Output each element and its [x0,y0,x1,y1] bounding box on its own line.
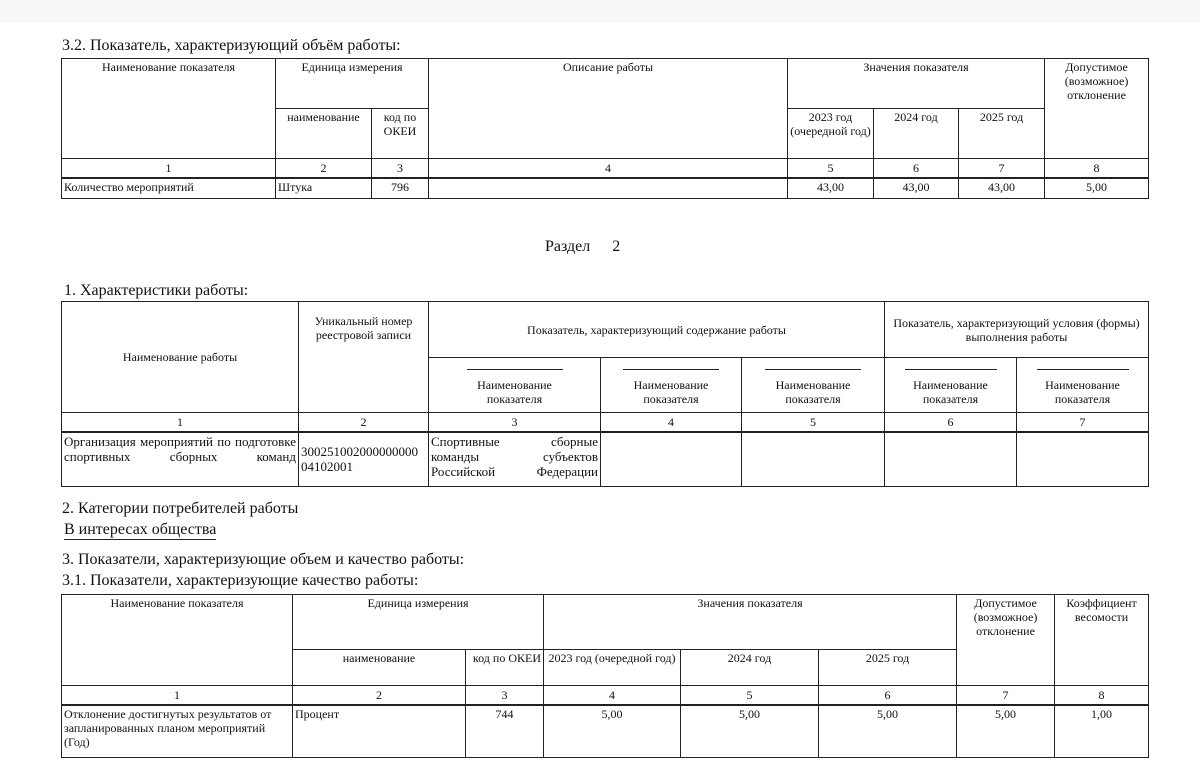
column-number: 4 [601,413,742,433]
unit-code-cell: 796 [372,178,429,198]
column-number: 7 [957,686,1055,706]
deviation-cell: 5,00 [1045,178,1149,198]
unit-code-cell: 744 [466,705,544,757]
quality-table [61,594,1149,758]
header-year-2024: 2024 год [874,109,959,159]
consumers-value: В интересах общества [64,521,217,538]
column-number: 2 [299,413,429,433]
condition-indicator-2-cell [1017,432,1149,486]
header-deviation: Допустимое (возможное) отклонение [957,595,1055,686]
header-conditions-indicator: Показатель, характеризующий условия (формы) выполнения работы [885,302,1149,358]
header-year-2023: 2023 год (очередной год) [544,650,681,686]
header-indicator-name: Наименование показателя [62,59,276,159]
header-registry-number: Уникальный номер реестровой записи [299,302,429,413]
column-number: 6 [819,686,957,706]
value-2025-cell: 43,00 [959,178,1045,198]
header-values: Значения показателя [788,59,1045,109]
column-number: 7 [1017,413,1149,433]
column-number: 6 [885,413,1017,433]
header-year-2023: 2023 год (очередной год) [788,109,874,159]
column-number-row [62,686,1149,706]
column-number: 4 [544,686,681,706]
value-2023-cell: 43,00 [788,178,874,198]
column-number-row [62,413,1149,433]
header-deviation: Допустимое (возможное) отклонение [1045,59,1149,159]
column-number: 3 [429,413,601,433]
column-number: 5 [788,159,874,179]
top-band [0,0,1200,22]
subheader-indicator-name: Наименование показателя [601,358,742,413]
header-unit-name: наименование [276,109,372,159]
column-number: 7 [959,159,1045,179]
header-values: Значения показателя [544,595,957,650]
unit-name-cell: Процент [293,705,466,757]
indicator-name-cell: Отклонение достигнутых результатов от запланированных планом мероприятий (Год) [62,705,293,757]
column-number: 1 [62,686,293,706]
header-unit-code: код по ОКЕИ [466,650,544,686]
column-number: 4 [429,159,788,179]
indicator-name-cell: Количество мероприятий [62,178,276,198]
header-weight-coefficient: Коэффициент весомости [1055,595,1149,686]
consumers-heading: 2. Категории потребителей работы [62,500,299,517]
header-work-name: Наименование работы [62,302,299,413]
column-number: 3 [372,159,429,179]
weight-coefficient-cell: 1,00 [1055,705,1149,757]
header-unit-name: наименование [293,650,466,686]
value-2023-cell: 5,00 [544,705,681,757]
column-number: 2 [293,686,466,706]
subheader-indicator-name: Наименование показателя [429,358,601,413]
column-number: 2 [276,159,372,179]
column-number: 6 [874,159,959,179]
value-2024-cell: 5,00 [681,705,819,757]
value-2024-cell: 43,00 [874,178,959,198]
column-number: 8 [1045,159,1149,179]
header-work-description: Описание работы [429,59,788,159]
volume-table [61,58,1149,199]
content-indicator-3-cell [742,432,885,486]
condition-indicator-1-cell [885,432,1017,486]
work-name-cell: Организация мероприятий по подготовке спортивных сборных команд [62,432,299,486]
column-number: 8 [1055,686,1149,706]
content-indicator-2-cell [601,432,742,486]
registry-number-cell: 300251002000000000 04102001 [299,432,429,486]
column-number: 3 [466,686,544,706]
header-unit-code: код по ОКЕИ [372,109,429,159]
quality-volume-heading: 3. Показатели, характеризующие объем и качество работы: [62,551,465,568]
column-number: 5 [742,413,885,433]
column-number: 5 [681,686,819,706]
characteristics-table [61,301,1149,487]
table-row [62,705,1149,757]
quality-heading: 3.1. Показатели, характеризующие качество работы: [62,572,419,589]
table-row [62,178,1149,198]
header-unit: Единица измерения [276,59,429,109]
content-indicator-1-cell: Спортивные сборные команды субъектов Российской Федерации [429,432,601,486]
value-2025-cell: 5,00 [819,705,957,757]
section-title [545,238,620,256]
subheader-indicator-name: Наименование показателя [742,358,885,413]
unit-name-cell: Штука [276,178,372,198]
header-content-indicator: Показатель, характеризующий содержание работы [429,302,885,358]
characteristics-heading: 1. Характеристики работы: [64,282,249,299]
table-row [62,432,1149,486]
header-unit: Единица измерения [293,595,544,650]
section-number: 2 [612,238,621,255]
column-number: 1 [62,159,276,179]
header-year-2025: 2025 год [959,109,1045,159]
work-description-cell [429,178,788,198]
header-indicator-name: Наименование показателя [62,595,293,686]
volume-heading: 3.2. Показатель, характеризующий объём работы: [62,37,401,54]
header-year-2025: 2025 год [819,650,957,686]
subheader-indicator-name: Наименование показателя [885,358,1017,413]
subheader-indicator-name: Наименование показателя [1017,358,1149,413]
section-label: Раздел [545,238,591,255]
deviation-cell: 5,00 [957,705,1055,757]
header-year-2024: 2024 год [681,650,819,686]
column-number: 1 [62,413,299,433]
column-number-row [62,159,1149,179]
